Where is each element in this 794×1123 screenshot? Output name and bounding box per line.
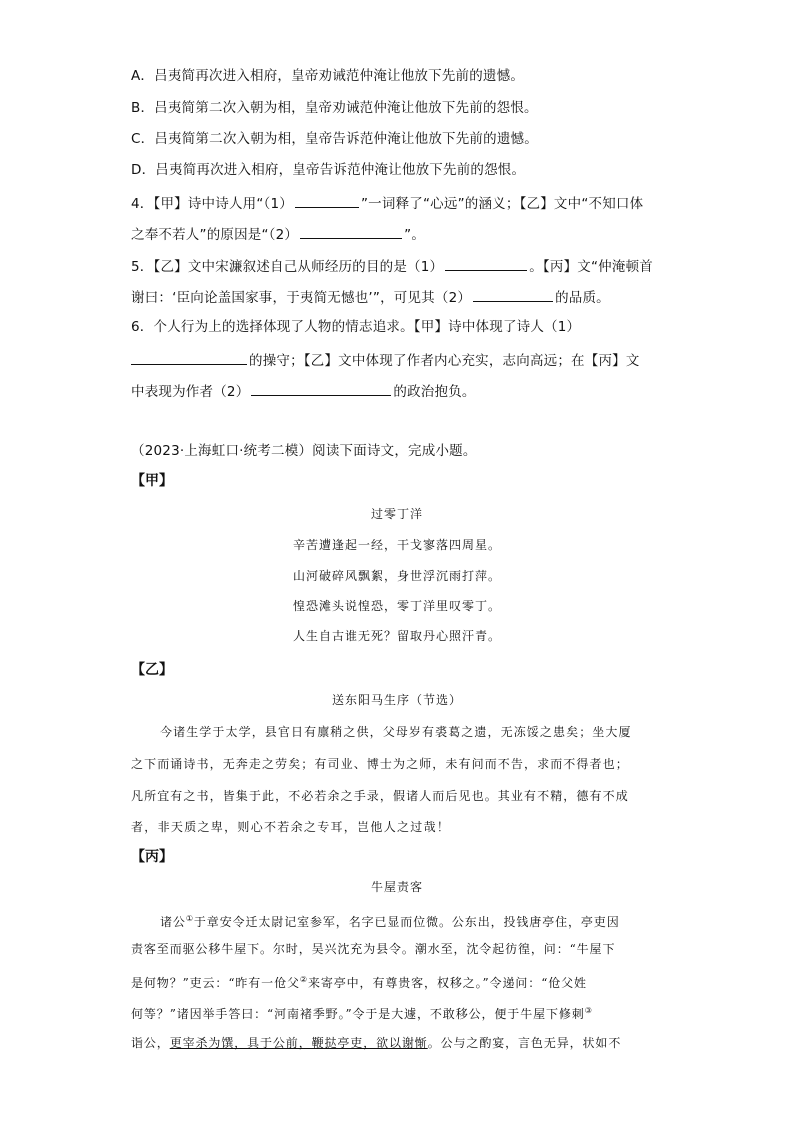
prose-text: 来寄亭中，有尊贵客，权移之。”令递问：“伧父姓 [307, 976, 587, 990]
prose-bing-line-5 [131, 1035, 621, 1051]
answer-blank [131, 350, 247, 365]
option-c: C．吕夷简第二次入朝为相，皇帝告诉范仲淹让他放下先前的遗憾。 [131, 131, 538, 147]
prose-bing-line-2: 责客至而驱公移牛屋下。尔时，吴兴沈充为县令。潮水至，沈令起彷徨，问：“牛屋下 [131, 942, 616, 956]
prose-bing-line-3 [131, 972, 587, 991]
q6-text-3: 中表现为作者（2） [131, 384, 250, 400]
question-5-line-2 [131, 287, 610, 307]
question-6-line-2 [131, 350, 640, 370]
prose-bing-line-1 [160, 911, 620, 930]
question-4-line-2 [131, 224, 425, 244]
option-d: D．吕夷简再次进入相府，皇帝告诉范仲淹让他放下先前的怨恨。 [131, 162, 526, 178]
answer-blank [445, 256, 527, 271]
q4-text-2: ”一词释了“心远”的涵义；【乙】文中“不知口体 [360, 196, 644, 212]
option-a: A．吕夷简再次进入相府，皇帝劝诫范仲淹让他放下先前的遗憾。 [131, 68, 525, 84]
answer-blank [295, 193, 359, 208]
section-tag-jia: 【甲】 [131, 473, 173, 489]
q5-text-4: 的品质。 [555, 290, 610, 306]
q4-text-3: 之奉不若人”的原因是“（2） [131, 227, 299, 243]
footnote-mark-2: ② [299, 975, 308, 984]
poem-line-3: 惶恐滩头说惶恐，零丁洋里叹零丁。 [292, 599, 501, 613]
poem-title: 过零丁洋 [370, 507, 423, 521]
prose-bing-line-4 [131, 1003, 593, 1022]
prose-text: 。公与之酌宴，言色无异，状如不 [427, 1036, 622, 1050]
prose-text: 何等？”诸因举手答曰：“河南褚季野。”令于是大遽，不敢移公，便于牛屋下修刺 [131, 1007, 585, 1021]
prose-yi-line-2: 之下而诵诗书，无奔走之劳矣；有司业、博士为之师，未有问而不告，求而不得者也； [131, 757, 629, 771]
poem-line-2: 山河破碎风飘絮，身世浮沉雨打萍。 [292, 569, 501, 583]
q6-text-4: 的政治抱负。 [393, 384, 476, 400]
q5-text-3: 谢曰：‘臣向论盖国家事，于夷简无憾也’”，可见其（2） [131, 290, 472, 306]
question-6-line-1: 6．个人行为上的选择体现了人物的情志追求。【甲】诗中体现了诗人（1） [131, 319, 581, 335]
prose-bing-title: 牛屋责客 [370, 880, 423, 894]
answer-blank [473, 287, 553, 302]
question-5-line-1 [131, 256, 653, 276]
option-b: B．吕夷简第二次入朝为相，皇帝劝诫范仲淹让他放下先前的怨恨。 [131, 100, 538, 116]
q5-text-1: 5．【乙】文中宋濂叙述自己从师经历的目的是（1） [131, 259, 444, 275]
prose-text: 于章安令迁太尉记室参军，名字已显而位微。公东出，投钱唐亭住，亭吏因 [193, 915, 620, 929]
q5-text-2: 。【丙】文“仲淹顿首 [529, 259, 653, 275]
prose-yi-line-1: 今诸生学于太学，县官日有廪稍之供，父母岁有裘葛之遗，无冻馁之患矣；坐大厦 [160, 725, 632, 739]
q4-text-1: 4．【甲】诗中诗人用“（1） [131, 196, 293, 212]
poem-line-1: 辛苦遭逢起一经，干戈寥落四周星。 [292, 538, 501, 552]
prose-text: 诸公 [160, 915, 186, 929]
q6-text-2: 的操守；【乙】文中体现了作者内心充实，志向高远；在【丙】文 [249, 353, 640, 369]
question-6-line-3 [131, 381, 476, 401]
answer-blank [300, 224, 402, 239]
prose-text: 是何物？”吏云：“昨有一伧父 [131, 976, 300, 990]
section-tag-bing: 【丙】 [131, 849, 173, 865]
question-4-line-1 [131, 193, 643, 213]
prose-yi-line-4: 者，非天质之卑，则心不若余之专耳，岂他人之过哉！ [131, 820, 451, 834]
footnote-mark-3: ③ [584, 1006, 593, 1015]
footnote-mark-1: ① [185, 914, 194, 923]
underlined-sentence: 更宰杀为馔，具于公前，鞭挞亭吏，欲以谢惭 [169, 1036, 428, 1050]
passage-intro: （2023·上海虹口·统考二模）阅读下面诗文，完成小题。 [131, 443, 477, 459]
prose-text: 诣公， [131, 1036, 170, 1050]
section-tag-yi: 【乙】 [131, 662, 173, 678]
prose-yi-title: 送东阳马生序（节选） [331, 693, 462, 707]
q4-text-4: ”。 [404, 227, 426, 243]
poem-line-4: 人生自古谁无死？留取丹心照汗青。 [292, 629, 501, 643]
answer-blank [251, 381, 391, 396]
prose-yi-line-3: 凡所宜有之书，皆集于此，不必若余之手录，假诸人而后见也。其业有不精，德有不成 [131, 789, 629, 803]
